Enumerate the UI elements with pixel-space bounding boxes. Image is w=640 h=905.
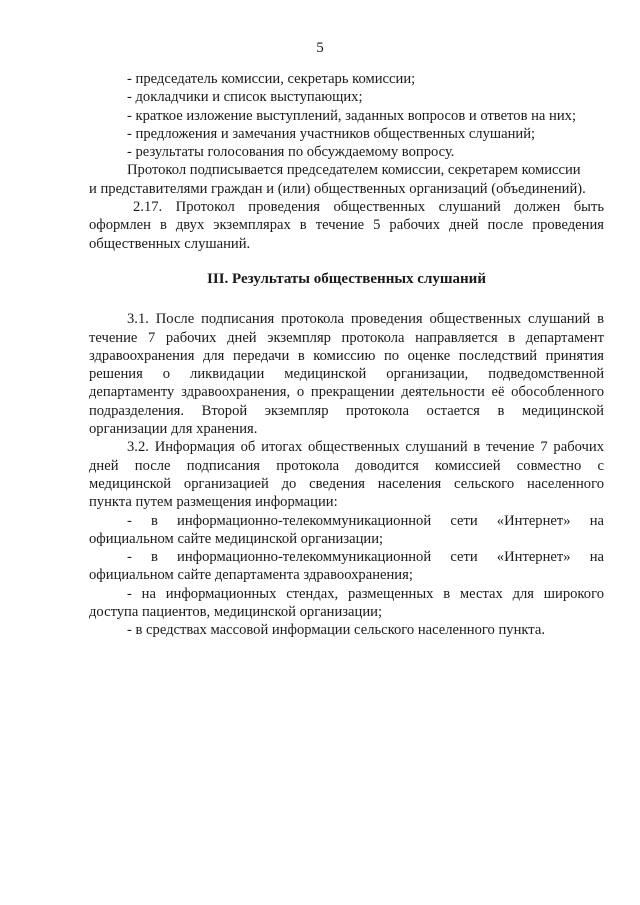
paragraph-line: оформлен в двух экземплярах в течение 5 рабочих дней после проведения (89, 217, 604, 234)
list-item-continuation: официальном сайте медицинской организации; (89, 530, 384, 547)
paragraph-line: пункта путем размещения информации: (89, 494, 338, 511)
paragraph-line: организации для хранения. (89, 421, 258, 438)
clause-3-2 (89, 438, 604, 511)
list-item: - в средствах массовой информации сельского населенного пункта. (127, 622, 545, 639)
list-item: - на информационных стендах, размещенных в местах для широкого (127, 585, 604, 602)
paragraph-line: дней после подписания протокола доводится комиссией совместно с (89, 457, 604, 474)
list-item: - результаты голосования по обсуждаемому вопросу. (127, 144, 455, 161)
list-item: - краткое изложение выступлений, заданных вопросов и ответов на них; (127, 107, 577, 124)
paragraph-line: Протокол подписывается председателем комиссии, секретарем комиссии (127, 162, 581, 179)
protocol-signed-paragraph (89, 161, 604, 198)
paragraph-line: здравоохранения для передачи в комиссию по оценке последствий принятия (89, 347, 604, 364)
list-item: - докладчики и список выступающих; (127, 89, 363, 106)
clause-2-17 (89, 198, 604, 253)
paragraph-line: 3.2. Информация об итогах общественных слушаний в течение 7 рабочих (127, 439, 604, 456)
paragraph-line: течение 7 рабочих дней экземпляр протокола направляется в департамент (89, 329, 604, 346)
page-number: 5 (316, 40, 324, 56)
paragraph-line: 2.17. Протокол проведения общественных слушаний должен быть (133, 199, 604, 216)
list-item-continuation: официальном сайте департамента здравоохранения; (89, 567, 413, 584)
list-item-continuation: доступа пациентов, медицинской организации; (89, 604, 383, 621)
document-body (89, 70, 604, 640)
protocol-contents-list (89, 70, 604, 161)
placement-list (89, 512, 604, 640)
paragraph-line: 3.1. После подписания протокола проведения общественных слушаний в (127, 311, 604, 328)
paragraph-line: департаменту здравоохранения, о прекращении деятельности её обособленного (89, 384, 604, 401)
section-title: III. Результаты общественных слушаний (207, 270, 486, 287)
paragraph-line: подразделения. Второй экземпляр протокола остается в медицинской (89, 402, 604, 419)
paragraph-line: и представителями граждан и (или) общественных организаций (объединений). (89, 180, 586, 197)
list-item: - председатель комиссии, секретарь комиссии; (127, 71, 416, 87)
paragraph-line: решения о ликвидации медицинской организации, подведомственной (89, 366, 604, 383)
paragraph-line: медицинской организацией до сведения населения сельского населенного (89, 475, 604, 492)
paragraph-line: общественных слушаний. (89, 235, 251, 252)
list-item: - в информационно-телекоммуникационной сети «Интернет» на (127, 512, 604, 529)
list-item: - в информационно-телекоммуникационной сети «Интернет» на (127, 549, 604, 566)
clause-3-1 (89, 310, 604, 438)
list-item: - предложения и замечания участников общественных слушаний; (127, 125, 536, 142)
